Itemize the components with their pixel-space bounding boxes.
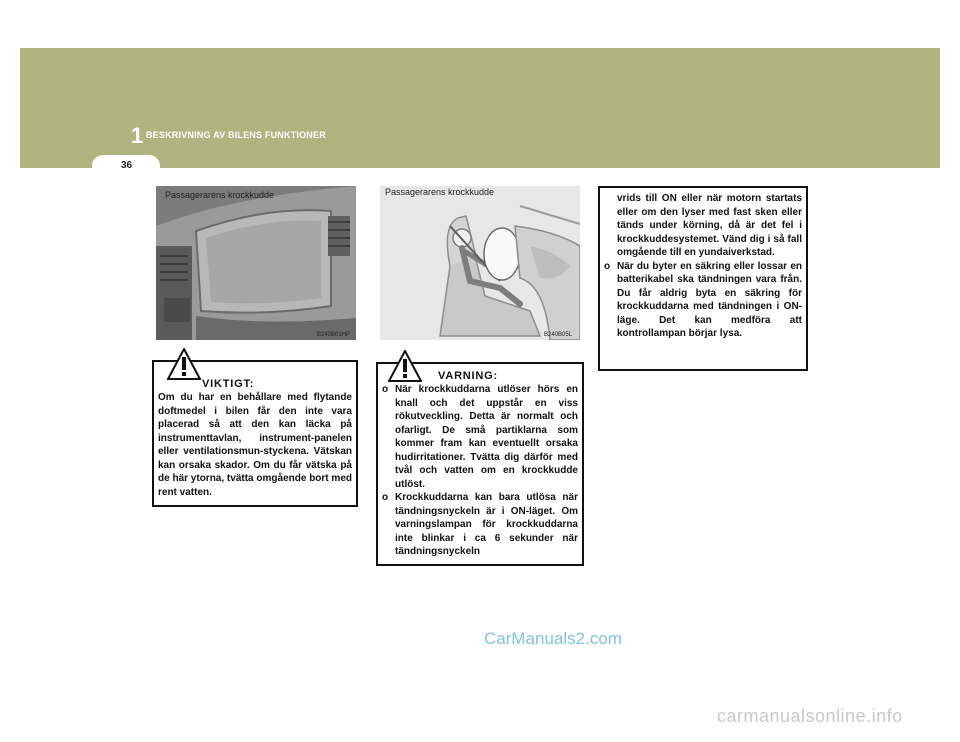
figure-code: B240B05L [544, 332, 573, 338]
figure-code: B240B01HP [317, 332, 351, 338]
list-item: o När krockkuddarna utlöser hörs en knall och det uppstår en viss rökutveckling. Detta är normalt och ofarligt. De små partiklarna som kommer fram kan eventuellt orsaka hudirritationer. Tvätta dig därför med tvål och vatten om en krockkudde utlöst. [382, 384, 578, 490]
warning-notice-box [376, 362, 584, 566]
notice-body [604, 192, 802, 341]
list-item: o Krockkuddarna kan bara utlösa när tändningsnyckeln är i ON-läget. Om varningslampan för krockkuddarna inte blinkar i ca 6 sekunder när tändningsnyckeln [382, 492, 578, 557]
dashboard-airbag-photo [156, 186, 356, 340]
figure-caption: Passagerarens krockkudde [165, 190, 275, 200]
notice-title: VARNING: [438, 370, 498, 382]
continued-text: vrids till ON eller när motorn startats eller om den lyser med fast sken eller tänds under körning, då är det fel i krockkuddesystemet. Vänd dig i så fall omgående till en yundaiverkstad. [617, 193, 802, 258]
header-band [20, 48, 940, 168]
page-number: 36 [121, 160, 133, 171]
notice-body [382, 383, 578, 559]
continued-warning-box [598, 186, 808, 371]
warning-triangle-icon [167, 348, 201, 380]
chapter-title: BESKRIVNING AV BILENS FUNKTIONER [146, 130, 326, 140]
figure-caption: Passagerarens krockkudde [385, 187, 495, 197]
chapter-number: 1 [131, 123, 144, 148]
important-notice-box [152, 360, 358, 507]
warning-triangle-icon [388, 350, 422, 382]
notice-body: Om du har en behållare med flytande doftmedel i bilen får den inte vara placerad så att den kan läcka på instrumenttavlan, instrument-panelen eller ventilationsmun-styckena. Vätskan kan orsaka skador. Om du får vätska på de här ytorna, tvätta omgående bort med rent vatten. [158, 392, 352, 498]
airbag-diagram [380, 186, 580, 340]
list-item: o När du byter en säkring eller lossar en batterikabel ska tändningen vara från. Du får aldrig byta en säkring för krockkuddarna med tändningen i ON-läge. Det kan medföra att kontrollampan börjar lysa. [604, 260, 802, 339]
airbag-deploy-illustration [380, 186, 580, 340]
notice-title: VIKTIGT: [202, 378, 255, 390]
footer-watermark: carmanualsonline.info [717, 706, 903, 726]
site-watermark: CarManuals2.com [484, 629, 622, 648]
dashboard-illustration [156, 186, 356, 340]
